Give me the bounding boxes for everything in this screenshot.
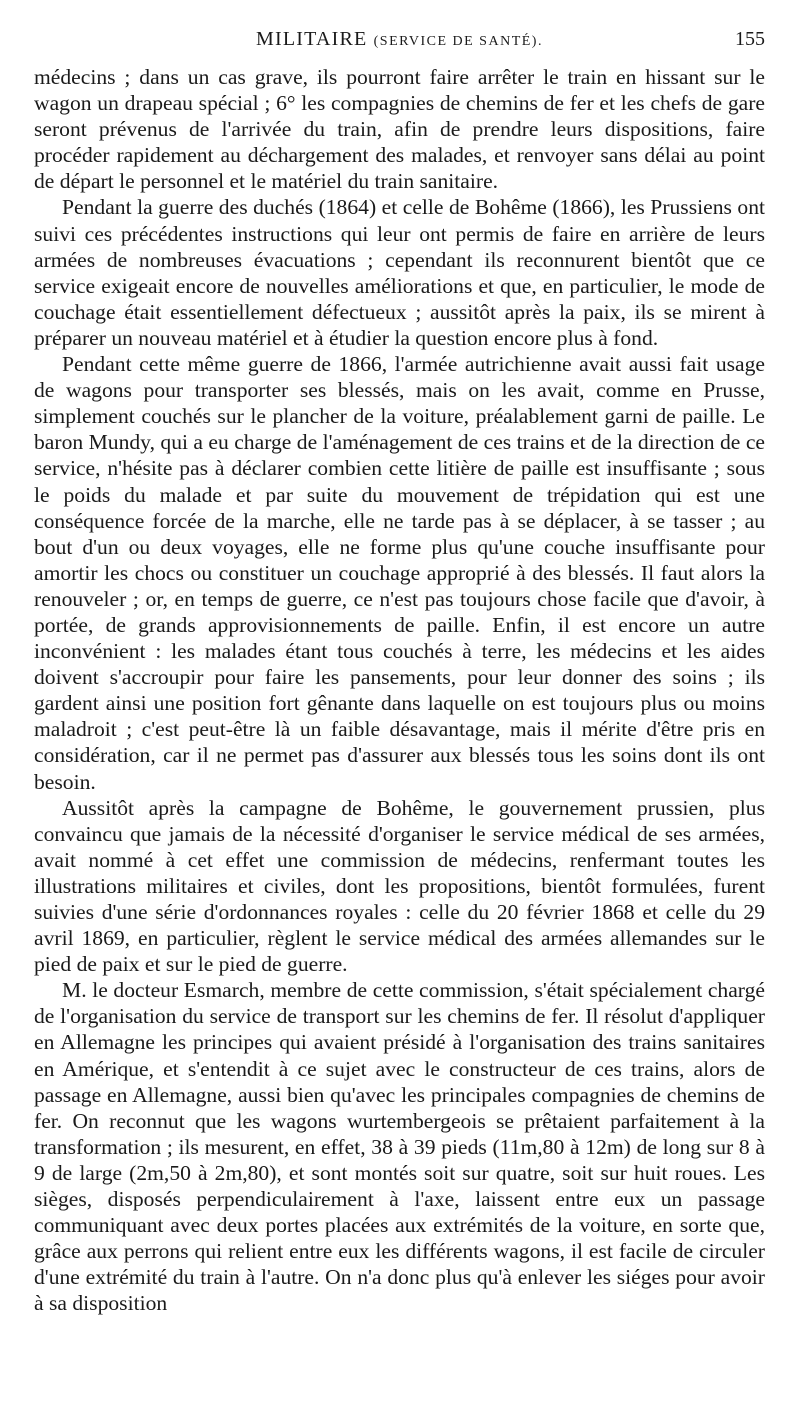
running-head-title-sub: (SERVICE DE SANTÉ).: [373, 34, 543, 49]
paragraph: Aussitôt après la campagne de Bohême, le gouvernement prussien, plus convaincu que jamais de la nécessité d'organiser le service médical de ses armées, avait nommé à cet effet une commission de médecins, renfermant toutes les illustrations militaires et civiles, dont les propositions, bientôt formulées, furent suivies d'une série d'ordonnances royales : celle du 20 février 1868 et celle du 29 avril 1869, en particulier, règlent le service médical des armées allemandes sur le pied de paix et sur le pied de guerre.: [34, 795, 765, 977]
running-head: [34, 22, 765, 64]
page-number: 155: [735, 28, 765, 50]
paragraph: Pendant cette même guerre de 1866, l'armée autrichienne avait aussi fait usage de wagons pour transporter ses blessés, mais on les avait, comme en Prusse, simplement couchés sur le plancher de la voiture, préalablement garni de paille. Le baron Mundy, qui a eu charge de l'aménagement de ces trains et de la direction de ce service, n'hésite pas à déclarer combien cette litière de paille est insuffisante ; sous le poids du malade et par suite du mouvement de trépidation qui est une conséquence forcée de la marche, elle ne tarde pas à se déplacer, à se tasser ; au bout d'un ou deux voyages, elle ne forme plus qu'une couche insuffisante pour amortir les chocs ou constituer un couchage approprié à des blessés. Il faut alors la renouveler ; or, en temps de guerre, ce n'est pas toujours chose facile que d'avoir, à portée, de grands approvisionnements de paille. Enfin, il est encore un autre inconvénient : les malades étant tous couchés à terre, les médecins et les aides doivent s'accroupir pour faire les pansements, pour leur donner des soins ; ils gardent ainsi une position fort gênante dans laquelle on est toujours plus ou moins maladroit ; c'est peut-être là un faible désavantage, mais il mérite d'être pris en considération, car il ne permet pas d'assurer aux blessés tous les soins dont ils ont besoin.: [34, 352, 765, 794]
paragraph: Pendant la guerre des duchés (1864) et celle de Bohême (1866), les Prussiens ont suivi ces précédentes instructions qui leur ont permis de faire en arrière de leurs armées de nombreuses évacuations ; cependant ils reconnurent bientôt que ce service exigeait encore de nouvelles améliorations et que, en particulier, le mode de couchage était essentiellement défectueux ; aussitôt après la paix, ils se mirent à préparer un nouveau matériel et à étudier la question encore plus à fond.: [34, 195, 765, 350]
body-text: [34, 64, 765, 1317]
running-head-title: [34, 28, 765, 51]
book-page: [34, 22, 765, 1317]
paragraph-continued: médecins ; dans un cas grave, ils pourront faire arrêter le train en hissant sur le wagon un drapeau spécial ; 6° les compagnies de chemins de fer et les chefs de gare seront prévenus de l'arrivée du train, afin de prendre leurs dispositions, faire procéder rapidement au déchargement des malades, et renvoyer sans délai au point de départ le personnel et le matériel du train sanitaire.: [34, 65, 765, 194]
running-head-title-main: MILITAIRE: [256, 28, 368, 50]
paragraph: M. le docteur Esmarch, membre de cette commission, s'était spécialement chargé de l'organisation du service de transport sur les chemins de fer. Il résolut d'appliquer en Allemagne les principes qui avaient présidé à l'organisation des trains sanitaires en Amérique, et s'entendit à ce sujet avec le constructeur de ces trains, alors de passage en Allemagne, aussi bien qu'avec les principales compagnies de chemins de fer. On reconnut que les wagons wurtembergeois se prêtaient parfaitement à la transformation ; ils mesurent, en effet, 38 à 39 pieds (11m,80 à 12m) de long sur 8 à 9 de large (2m,50 à 2m,80), et sont montés soit sur quatre, soit sur huit roues. Les sièges, disposés perpendiculairement à l'axe, laissent entre eux un passage communiquant avec deux portes placées aux extrémités de la voiture, en sorte que, grâce aux perrons qui relient entre eux les différents wagons, il est facile de circuler d'une extrémité du train à l'autre. On n'a donc plus qu'à enlever les siéges pour avoir à sa disposition: [34, 978, 765, 1316]
